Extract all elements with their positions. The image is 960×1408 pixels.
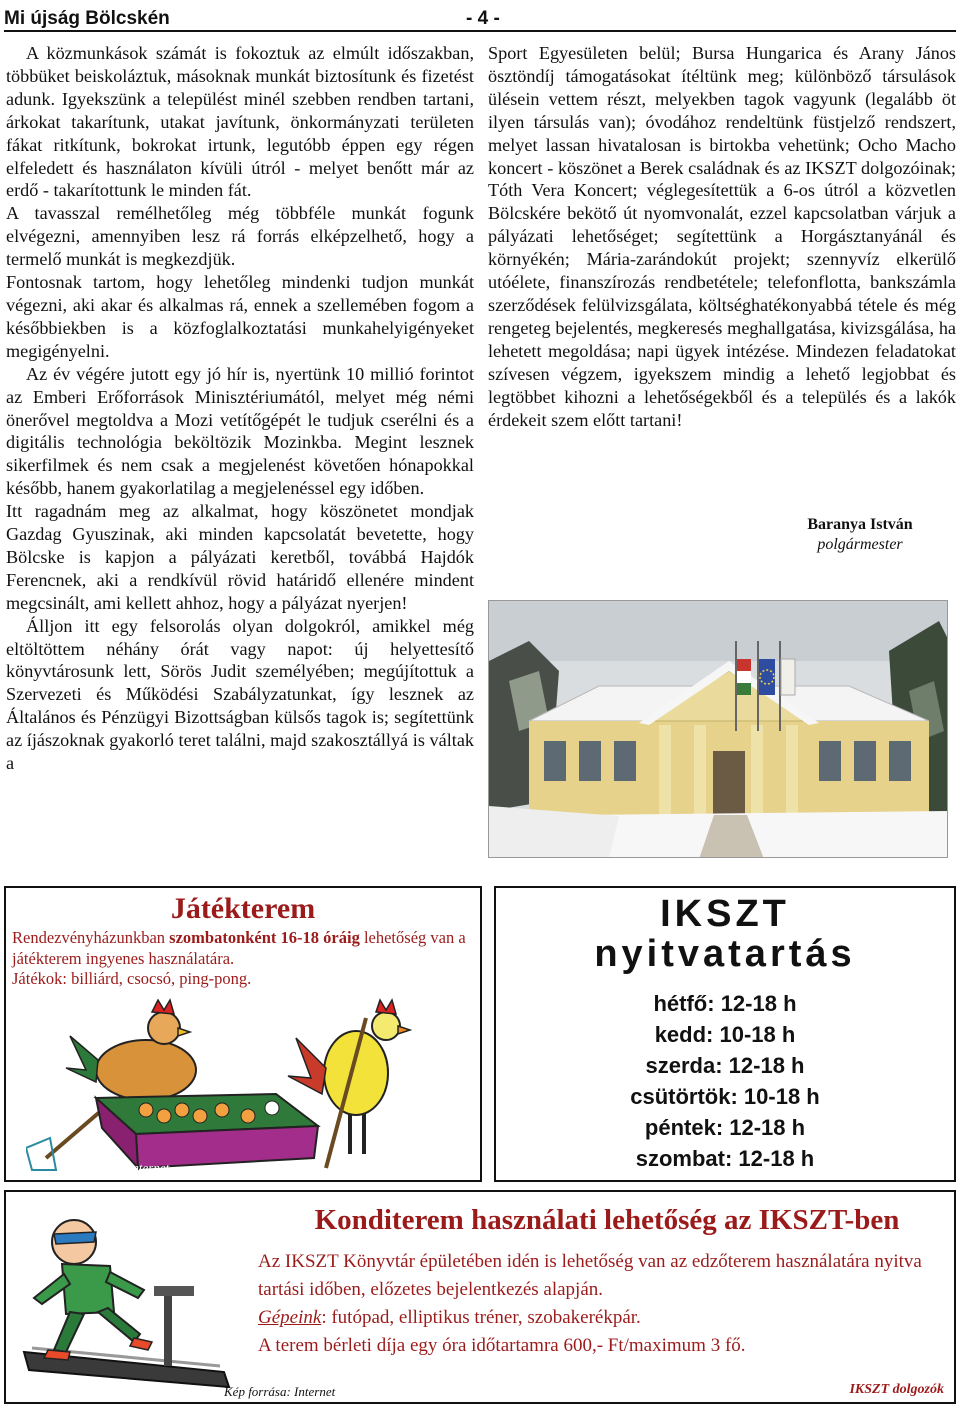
signature-block	[780, 516, 940, 554]
article-paragraph: A közmunkások számát is fokoztuk az elmúlt időszakban, többüket beiskoláztuk, másoknak munkát biztosítunk és fizetést adunk. Igyekszünk a települést minél szebben rendben tartani, árkokat takarítunk, utakat javítunk, önkormányzati területen fákat ritkítunk, bokrokat irtunk, legutóbb éppen egy régen elfeledett és használaton kívüli útról - melyet benőtt már az erdő - takarítottunk le minden fát.	[6, 43, 474, 201]
billiard-roosters-illustration	[26, 998, 466, 1173]
game-room-title: Játékterem	[170, 892, 316, 925]
signature-name: Baranya István	[807, 516, 913, 533]
gym-box	[4, 1190, 956, 1404]
ikszt-title-line2: nyitvatartás	[594, 933, 856, 975]
town-hall-illustration	[489, 601, 948, 858]
article-paragraph: Itt ragadnám meg az alkalmat, hogy köszönetet mondjak Gazdag Gyuszinak, aki minden kapcsolatát bevetette, hogy Bölcske is kapjon a pályázati keretből, továbbá Hajdók Ferencnek, aki a rendkívül rövid határidő ellenére mindent megcsinált, ami kellett ahhoz, hogy a pályázat nyerjen!	[6, 501, 474, 613]
article-left-column	[6, 42, 474, 775]
game-room-text	[12, 928, 474, 990]
ikszt-hours-box	[494, 886, 956, 1182]
hours-tuesday: kedd: 10-18 h	[654, 1022, 796, 1047]
article-paragraph: Az év végére jutott egy jó hír is, nyertünk 10 millió forintot az Emberi Erőforrások Minisztériumától, melyet még némi önerővel megtoldva a Mozi vetítőgépét le tudjuk cserélni és a digitális technológia beköltözik Mozinkba. Megint lesznek sikerfilmek és nem csak a megjelenést követően hónapokkal később, hanem gyakorlatilag a megjelenéssel egy időben.	[6, 363, 474, 499]
gym-title: Konditerem használati lehetőség az IKSZT-ben	[314, 1204, 900, 1236]
game-room-line2: Játékok: billiárd, csocsó, ping-pong.	[12, 969, 252, 988]
hours-thursday: csütörtök: 10-18 h	[630, 1084, 820, 1109]
town-hall-photo	[488, 600, 948, 858]
article-paragraph: Fontosnak tartom, hogy lehetőleg mindenki tudjon munkát végezni, aki akar és alkalmas rá, ennek a szellemében fogom a későbbiekben is a közfoglalkoztatási munkahelyigényeket megigényelni.	[6, 272, 474, 361]
page-number: - 4 -	[466, 8, 500, 29]
signature-role: polgármester	[817, 536, 903, 553]
page-header	[4, 6, 956, 32]
game-image-credit: Kép forrása: Internet	[58, 1160, 170, 1175]
gym-line1: Az IKSZT Könyvtár épületében idén is lehetőség van az edzőterem használatára nyitva tartási időben, előzetes bejelentkezés alapján.	[258, 1251, 922, 1300]
gym-line3: A terem bérleti díja egy óra időtartamra 600,- Ft/maximum 3 fő.	[258, 1335, 746, 1356]
hours-friday: péntek: 12-18 h	[644, 1115, 806, 1140]
article-paragraph: Álljon itt egy felsorolás olyan dolgokról, amikkel még eltöltöttem néhány órát vagy napot: új helyettesítő könyvtárosunk lett, Sörös Judit személyében; megújítottuk a Szervezeti és Működési Szabályzatunkat, így lesznek az Általános és Pénzügyi Bizottságban külsős tagok is; segítettünk az íjászoknak gyakorló teret találni, majd szakosztállyá is váltak a	[6, 615, 474, 774]
game-room-box	[4, 886, 482, 1182]
gym-signature: IKSZT dolgozók	[849, 1382, 944, 1397]
hours-saturday: szombat: 12-18 h	[635, 1146, 815, 1171]
game-room-line1-pre: Rendezvényházunkban	[12, 928, 170, 947]
ikszt-title-line1: IKSZT	[660, 893, 790, 935]
newspaper-title: Mi újság Bölcskén	[4, 8, 170, 29]
gym-machines-list: : futópad, elliptikus tréner, szobakerékpár.	[321, 1307, 641, 1328]
ikszt-hours-title	[496, 894, 954, 974]
article-right-column	[488, 42, 956, 431]
gym-image-credit: Kép forrása: Internet	[224, 1384, 336, 1399]
game-room-line1-post: lehetőség van a játékterem ingyenes használatára.	[12, 928, 466, 968]
hours-wednesday: szerda: 12-18 h	[645, 1053, 805, 1078]
game-room-line1-bold: szombatonként 16-18 óráig	[169, 928, 360, 947]
gym-line2	[258, 1304, 948, 1332]
ikszt-hours-list	[496, 988, 954, 1174]
gym-machines-label: Gépeink	[258, 1307, 322, 1328]
article-paragraph: Sport Egyesületen belül; Bursa Hungarica és Arany János ösztöndíj támogatásokat ítéltünk meg; különböző társulások ülésein vettem részt, melyekben tagok vagyunk (legalább öt ilyen társulás van); óvodához rendeltünk füstjelző rendszert, melyet lassan hivatalosan is birtokba vehetünk; Ocho Macho koncert - köszönet a Berek családnak és az IKSZT dolgozóinak; Tóth Vera Koncert; véglegesítettük a 6-os útról a közvetlen Bölcskére bekötő út nyomvonalát, ezzel kapcsolatban várjuk a pályázati lehetőséget; segítettünk a Horgásztanyánál és környékén; Mária-zarándokút projekt; szennyvíz elkerülő utóélete, finanszírozás rendbetétele; telefonflotta, bankszámla szerződések felülvizsgálata, költséghatékonyabbá tétele és még rengeteg bejelentés, megkeresés meghallgatása, kivizsgálása, ha lehetett megoldása; napi ügyek intézése. Mindezen feladatokat szívesen végzem, igyekszem mindig a lehető legjobbat és legtöbbet kihozni a lehetőségekből és a település és a lakók érdekeit szem előtt tartani!	[488, 43, 956, 430]
gym-text	[258, 1248, 948, 1360]
hours-monday: hétfő: 12-18 h	[653, 991, 797, 1016]
article-paragraph: A tavasszal remélhetőleg még többféle munkát fogunk elvégezni, amennyiben lesz rá forrás elképzelhető, hogy a termelő munkát is megkezdjük.	[6, 203, 474, 270]
